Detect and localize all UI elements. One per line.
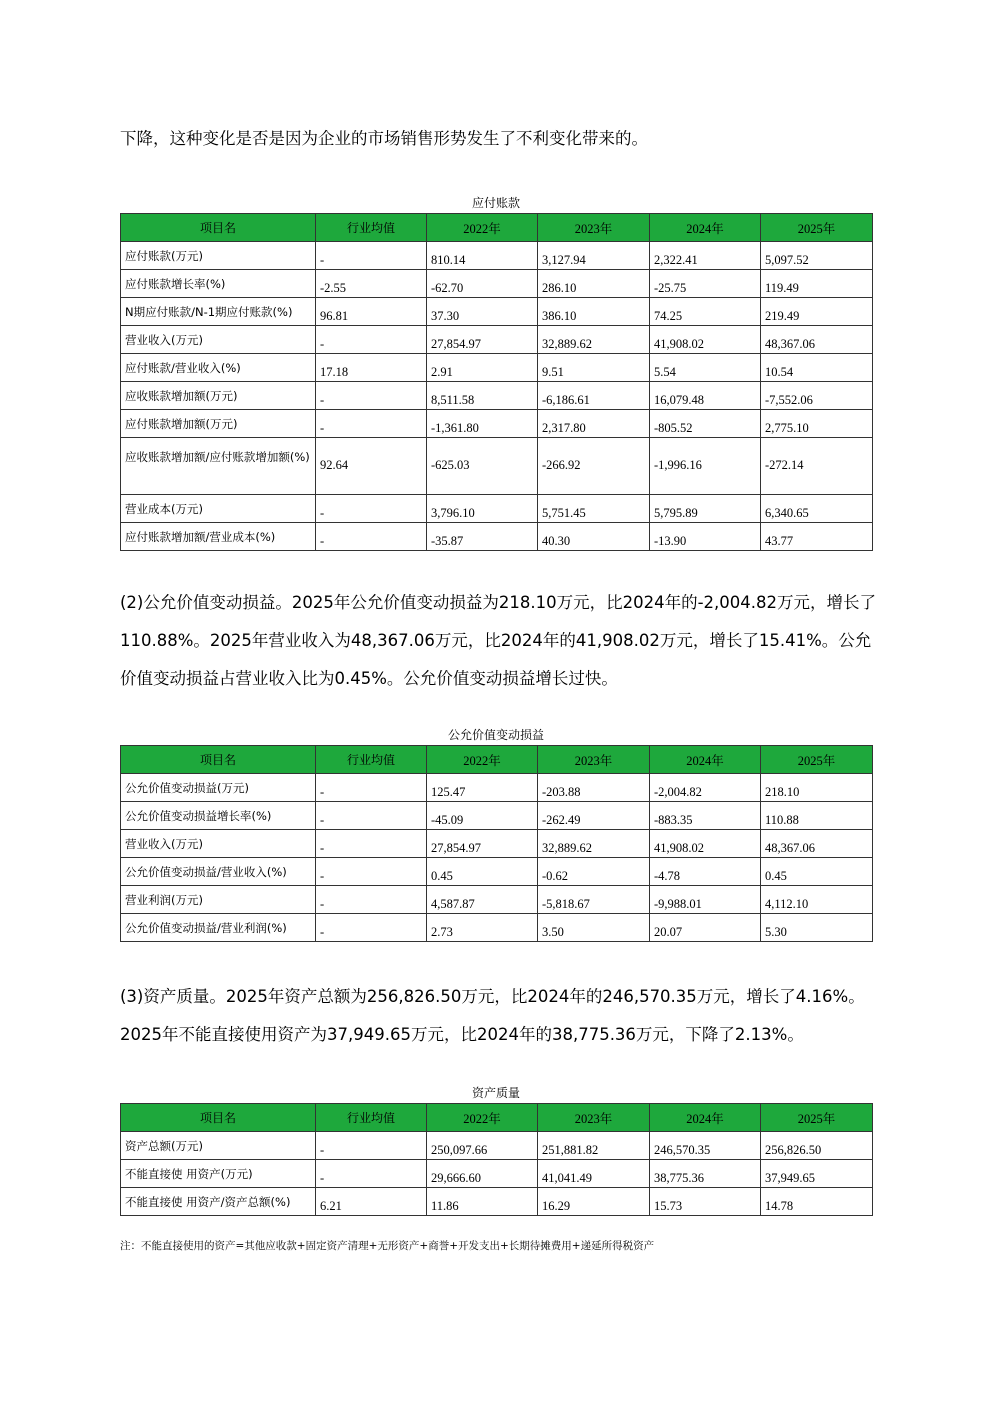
table-row bbox=[121, 242, 873, 270]
table-cell: 4,112.10 bbox=[761, 886, 873, 914]
table-cell: -45.09 bbox=[427, 802, 538, 830]
table-cell: -883.35 bbox=[650, 802, 761, 830]
row-label: 公允价值变动损益/营业利润(%) bbox=[121, 914, 316, 942]
table-cell: - bbox=[316, 382, 427, 410]
table-cell: - bbox=[316, 523, 427, 551]
table-cell: 286.10 bbox=[538, 270, 650, 298]
table-cell: - bbox=[316, 242, 427, 270]
table-cell: 2,317.80 bbox=[538, 410, 650, 438]
column-header: 2024年 bbox=[650, 214, 761, 242]
table-cell: 110.88 bbox=[761, 802, 873, 830]
table-cell: - bbox=[316, 886, 427, 914]
table-cell: 48,367.06 bbox=[761, 326, 873, 354]
column-header: 2024年 bbox=[650, 1104, 761, 1132]
paragraph-fair-value: (2)公允价值变动损益。2025年公允价值变动损益为218.10万元，比2024年的-2,004.82万元，增长了110.88%。2025年营业收入为48,367.06万元，比2024年的41,908.02万元，增长了15.41%。公允价值变动损益占营业收入比为0.45%。公允价值变动损益增长过快。 bbox=[120, 593, 877, 688]
column-header: 2022年 bbox=[427, 1104, 538, 1132]
column-header: 2023年 bbox=[538, 214, 650, 242]
table-row bbox=[121, 382, 873, 410]
column-header: 项目名 bbox=[121, 746, 316, 774]
column-header: 项目名 bbox=[121, 214, 316, 242]
table-cell: 2,322.41 bbox=[650, 242, 761, 270]
paragraph-asset-quality: (3)资产质量。2025年资产总额为256,826.50万元，比2024年的246,570.35万元，增长了4.16%。2025年不能直接使用资产为37,949.65万元，比2024年的38,775.36万元，下降了2.13%。 bbox=[120, 987, 865, 1044]
table-cell: - bbox=[316, 410, 427, 438]
column-header: 2024年 bbox=[650, 746, 761, 774]
row-label: 应付账款/营业收入(%) bbox=[121, 354, 316, 382]
intro-line: 下降，这种变化是否是因为企业的市场销售形势发生了不利变化带来的。 bbox=[120, 129, 648, 148]
table-cell: 20.07 bbox=[650, 914, 761, 942]
table-row bbox=[121, 438, 873, 495]
table-row bbox=[121, 914, 873, 942]
table-cell: - bbox=[316, 858, 427, 886]
row-label: 应付账款(万元) bbox=[121, 242, 316, 270]
table-cell: 10.54 bbox=[761, 354, 873, 382]
column-header: 2025年 bbox=[761, 1104, 873, 1132]
row-label: 应收账款增加额/应付账款增加额(%) bbox=[121, 438, 316, 495]
row-label: 资产总额(万元) bbox=[121, 1132, 316, 1160]
table-row bbox=[121, 886, 873, 914]
table-cell: 29,666.60 bbox=[427, 1160, 538, 1188]
table-cell: 251,881.82 bbox=[538, 1132, 650, 1160]
table-cell: 74.25 bbox=[650, 298, 761, 326]
table-cell: -1,361.80 bbox=[427, 410, 538, 438]
table3-caption: 资产质量 bbox=[471, 1086, 520, 1100]
table-cell: 43.77 bbox=[761, 523, 873, 551]
asset-quality-table bbox=[120, 1103, 873, 1216]
table-cell: 92.64 bbox=[316, 438, 427, 495]
table-cell: 9.51 bbox=[538, 354, 650, 382]
table-cell: -805.52 bbox=[650, 410, 761, 438]
row-label: 应付账款增加额/营业成本(%) bbox=[121, 523, 316, 551]
table-cell: -9,988.01 bbox=[650, 886, 761, 914]
table-cell: 6.21 bbox=[316, 1188, 427, 1216]
table-cell: 2.73 bbox=[427, 914, 538, 942]
table-cell: 32,889.62 bbox=[538, 326, 650, 354]
table-cell: 5,751.45 bbox=[538, 495, 650, 523]
column-header: 2023年 bbox=[538, 1104, 650, 1132]
table-row bbox=[121, 298, 873, 326]
row-label: 不能直接使 用资产(万元) bbox=[121, 1160, 316, 1188]
table-cell: 6,340.65 bbox=[761, 495, 873, 523]
table-row bbox=[121, 523, 873, 551]
table-cell: 5,097.52 bbox=[761, 242, 873, 270]
row-label: 公允价值变动损益/营业收入(%) bbox=[121, 858, 316, 886]
table-row bbox=[121, 1188, 873, 1216]
row-label: 营业收入(万元) bbox=[121, 326, 316, 354]
fair-value-table bbox=[120, 745, 873, 942]
table-cell: 5,795.89 bbox=[650, 495, 761, 523]
table-cell: - bbox=[316, 1132, 427, 1160]
table-cell: -203.88 bbox=[538, 774, 650, 802]
table-row bbox=[121, 830, 873, 858]
table-cell: 125.47 bbox=[427, 774, 538, 802]
table-cell: 2,775.10 bbox=[761, 410, 873, 438]
table-row bbox=[121, 774, 873, 802]
row-label: 公允价值变动损益增长率(%) bbox=[121, 802, 316, 830]
table-row bbox=[121, 270, 873, 298]
table-cell: 37.30 bbox=[427, 298, 538, 326]
table-cell: 41,908.02 bbox=[650, 326, 761, 354]
table-cell: 4,587.87 bbox=[427, 886, 538, 914]
row-label: 营业收入(万元) bbox=[121, 830, 316, 858]
table-cell: 27,854.97 bbox=[427, 326, 538, 354]
table-cell: - bbox=[316, 495, 427, 523]
table-cell: 218.10 bbox=[761, 774, 873, 802]
column-header: 行业均值 bbox=[316, 746, 427, 774]
table1-caption: 应付账款 bbox=[471, 196, 520, 210]
row-label: 不能直接使 用资产/资产总额(%) bbox=[121, 1188, 316, 1216]
table-cell: -625.03 bbox=[427, 438, 538, 495]
table-cell: 810.14 bbox=[427, 242, 538, 270]
table-cell: 119.49 bbox=[761, 270, 873, 298]
table-cell: 3.50 bbox=[538, 914, 650, 942]
table-cell: 219.49 bbox=[761, 298, 873, 326]
table-cell: - bbox=[316, 774, 427, 802]
table-cell: 15.73 bbox=[650, 1188, 761, 1216]
table-cell: 16,079.48 bbox=[650, 382, 761, 410]
column-header: 2025年 bbox=[761, 214, 873, 242]
table-cell: 37,949.65 bbox=[761, 1160, 873, 1188]
table-cell: 5.54 bbox=[650, 354, 761, 382]
table-cell: -2,004.82 bbox=[650, 774, 761, 802]
table-row bbox=[121, 354, 873, 382]
row-label: 应收账款增加额(万元) bbox=[121, 382, 316, 410]
table-cell: 48,367.06 bbox=[761, 830, 873, 858]
table-cell: 246,570.35 bbox=[650, 1132, 761, 1160]
table-cell: 8,511.58 bbox=[427, 382, 538, 410]
column-header: 项目名 bbox=[121, 1104, 316, 1132]
table-cell: 3,127.94 bbox=[538, 242, 650, 270]
table-cell: 17.18 bbox=[316, 354, 427, 382]
table-cell: - bbox=[316, 914, 427, 942]
table-cell: 40.30 bbox=[538, 523, 650, 551]
row-label: 公允价值变动损益(万元) bbox=[121, 774, 316, 802]
table-cell: - bbox=[316, 1160, 427, 1188]
column-header: 行业均值 bbox=[316, 214, 427, 242]
column-header: 2022年 bbox=[427, 214, 538, 242]
table-cell: 14.78 bbox=[761, 1188, 873, 1216]
column-header: 2025年 bbox=[761, 746, 873, 774]
table-cell: 0.45 bbox=[761, 858, 873, 886]
table-cell: -262.49 bbox=[538, 802, 650, 830]
table-cell: 41,041.49 bbox=[538, 1160, 650, 1188]
table-cell: 386.10 bbox=[538, 298, 650, 326]
table-cell: 41,908.02 bbox=[650, 830, 761, 858]
accounts-payable-table bbox=[120, 213, 873, 551]
table-cell: -25.75 bbox=[650, 270, 761, 298]
table2-caption: 公允价值变动损益 bbox=[447, 728, 544, 742]
table-cell: -6,186.61 bbox=[538, 382, 650, 410]
table-cell: -266.92 bbox=[538, 438, 650, 495]
column-header: 2022年 bbox=[427, 746, 538, 774]
table-cell: 3,796.10 bbox=[427, 495, 538, 523]
table-row bbox=[121, 802, 873, 830]
table-cell: 27,854.97 bbox=[427, 830, 538, 858]
table-cell: 38,775.36 bbox=[650, 1160, 761, 1188]
table-cell: -62.70 bbox=[427, 270, 538, 298]
table-cell: -35.87 bbox=[427, 523, 538, 551]
table-cell: -0.62 bbox=[538, 858, 650, 886]
table-cell: 0.45 bbox=[427, 858, 538, 886]
table-cell: 2.91 bbox=[427, 354, 538, 382]
table-row bbox=[121, 410, 873, 438]
table-row bbox=[121, 1160, 873, 1188]
table-row bbox=[121, 858, 873, 886]
row-label: N期应付账款/N-1期应付账款(%) bbox=[121, 298, 316, 326]
table-cell: -5,818.67 bbox=[538, 886, 650, 914]
table-cell: -13.90 bbox=[650, 523, 761, 551]
table-cell: 32,889.62 bbox=[538, 830, 650, 858]
table-cell: 11.86 bbox=[427, 1188, 538, 1216]
table-cell: 250,097.66 bbox=[427, 1132, 538, 1160]
table-cell: - bbox=[316, 802, 427, 830]
row-label: 营业利润(万元) bbox=[121, 886, 316, 914]
row-label: 应付账款增加额(万元) bbox=[121, 410, 316, 438]
table-cell: - bbox=[316, 326, 427, 354]
table-cell: -2.55 bbox=[316, 270, 427, 298]
column-header: 行业均值 bbox=[316, 1104, 427, 1132]
table-cell: -7,552.06 bbox=[761, 382, 873, 410]
row-label: 营业成本(万元) bbox=[121, 495, 316, 523]
table-cell: -1,996.16 bbox=[650, 438, 761, 495]
table-cell: -4.78 bbox=[650, 858, 761, 886]
column-header: 2023年 bbox=[538, 746, 650, 774]
footnote: 注：不能直接使用的资产=其他应收款+固定资产清理+无形资产+商誉+开发支出+长期待摊费用+递延所得税资产 bbox=[120, 1240, 655, 1252]
table-cell: 256,826.50 bbox=[761, 1132, 873, 1160]
table-row bbox=[121, 326, 873, 354]
table-row bbox=[121, 495, 873, 523]
table-cell: 16.29 bbox=[538, 1188, 650, 1216]
table-cell: 5.30 bbox=[761, 914, 873, 942]
table-row bbox=[121, 1132, 873, 1160]
table-cell: 96.81 bbox=[316, 298, 427, 326]
table-cell: -272.14 bbox=[761, 438, 873, 495]
row-label: 应付账款增长率(%) bbox=[121, 270, 316, 298]
table-cell: - bbox=[316, 830, 427, 858]
